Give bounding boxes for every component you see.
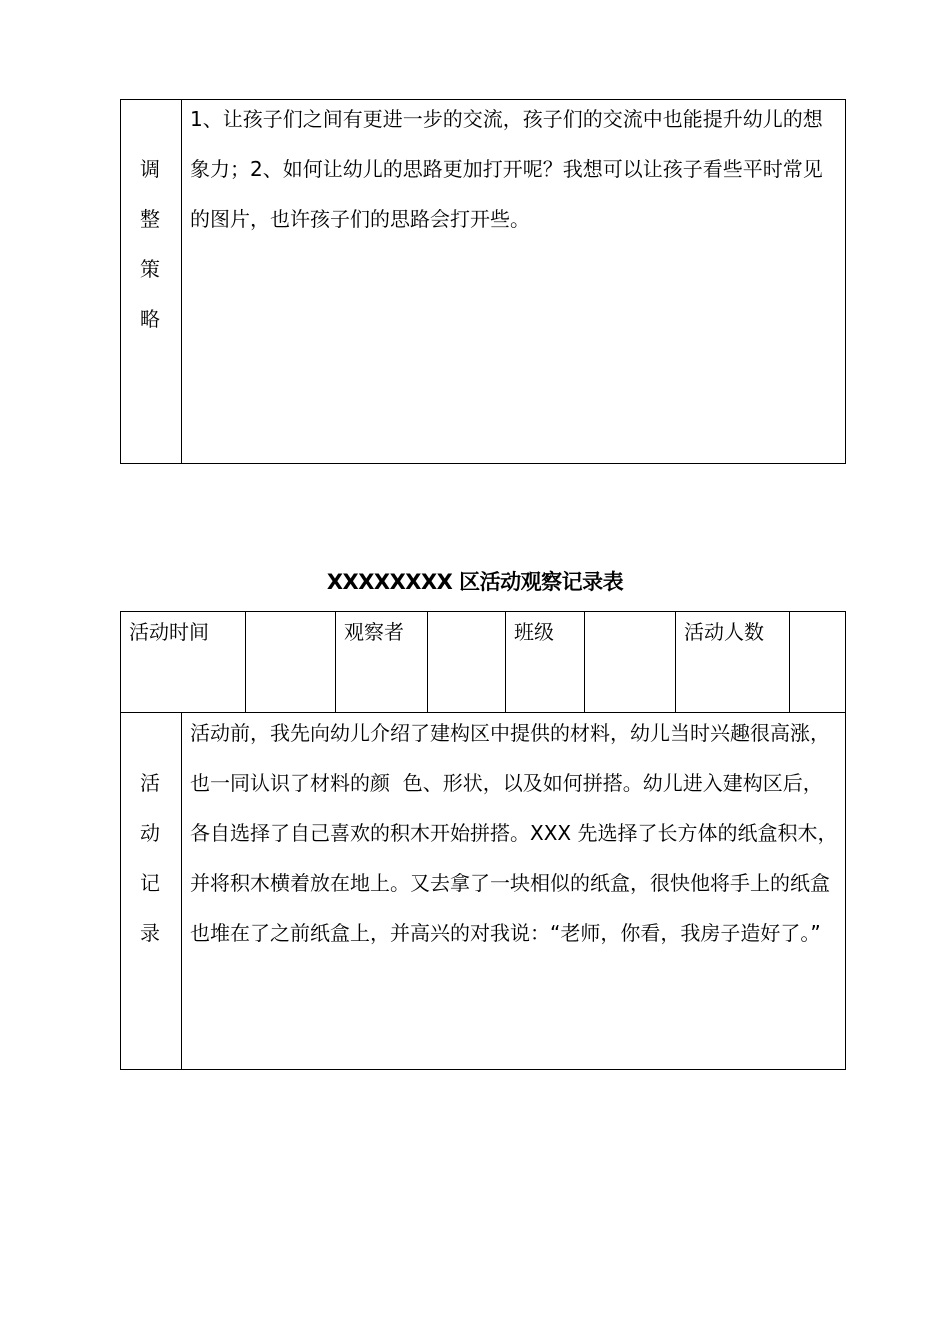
header-col-divider: [789, 611, 790, 712]
record-label-char: 记: [140, 871, 160, 895]
observer-label: 观察者: [344, 620, 404, 644]
strategy-table-divider: [181, 99, 182, 464]
strategy-label-char: 略: [140, 307, 160, 331]
record-label-char: 活: [140, 771, 160, 795]
record-content: 活动前，我先向幼儿介绍了建构区中提供的材料，幼儿当时兴趣很高涨，也一同认识了材料的颜 色、形状，以及如何拼搭。幼儿进入建构区后，各自选择了自己喜欢的积木开始拼搭。XXX 先选择了长方体的纸盒积木，并将积木横着放在地上。又去拿了一块相似的纸盒，很快他将手上的纸盒也堆在了之前纸盒上，并高兴的对我说：“老师，你看，我房子造好了。”: [190, 721, 838, 945]
record-label: [120, 758, 180, 958]
header-col-divider: [505, 611, 506, 712]
strategy-label: [120, 144, 180, 344]
record-label-char: 录: [140, 921, 160, 945]
record-label-char: 动: [140, 821, 160, 845]
strategy-label-char: 策: [140, 257, 160, 281]
strategy-label-char: 整: [140, 207, 160, 231]
activity-time-label: 活动时间: [129, 620, 209, 644]
record-row-divider: [181, 712, 182, 1070]
header-col-divider: [584, 611, 585, 712]
record-table-title: XXXXXXXX 区活动观察记录表: [326, 570, 624, 594]
strategy-label-char: 调: [140, 157, 160, 181]
class-label: 班级: [514, 620, 554, 644]
header-col-divider: [245, 611, 246, 712]
header-col-divider: [335, 611, 336, 712]
participant-count-label: 活动人数: [684, 620, 764, 644]
strategy-content: 1、让孩子们之间有更进一步的交流，孩子们的交流中也能提升幼儿的想象力；2、如何让幼儿的思路更加打开呢？我想可以让孩子看些平时常见的图片，也许孩子们的思路会打开些。: [190, 107, 823, 231]
header-col-divider: [427, 611, 428, 712]
header-col-divider: [675, 611, 676, 712]
